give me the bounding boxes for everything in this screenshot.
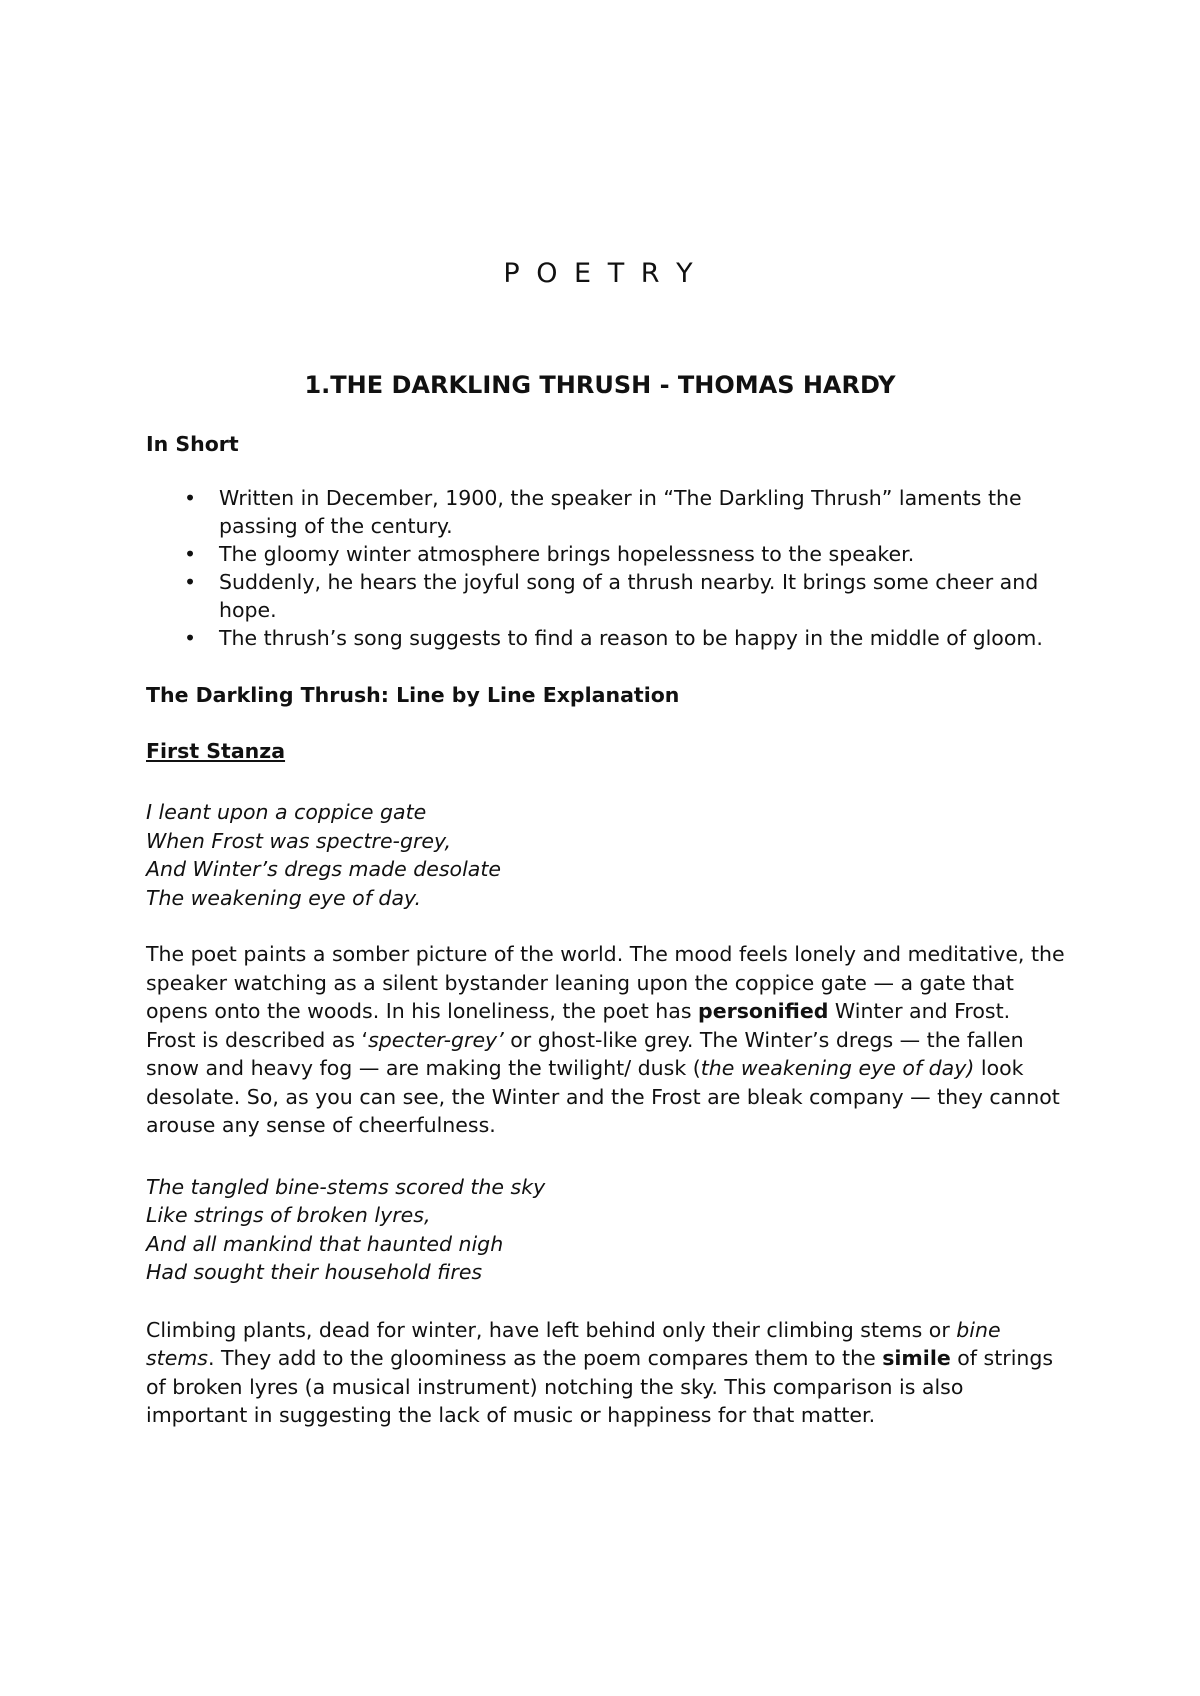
list-item	[146, 624, 1066, 652]
document-body	[146, 430, 1066, 1430]
bullet-icon: •	[184, 570, 197, 594]
paragraph-text: . They add to the gloominess as the poem compares them to the	[207, 1346, 883, 1370]
term-bine-stems: bine stems	[146, 1317, 1001, 1370]
explanation-paragraph-1	[146, 940, 1066, 1140]
verse-line: And all mankind that haunted nigh	[146, 1231, 504, 1256]
paragraph-text: Climbing plants, dead for winter, have left behind only their climbing stems or	[146, 1317, 957, 1342]
list-item-text: Written in December, 1900, the speaker in “The Darkling Thrush” laments the passing of the century.	[219, 486, 1022, 538]
list-item-text: Suddenly, he hears the joyful song of a thrush nearby. It brings some cheer and hope.	[219, 570, 1039, 622]
list-item	[146, 540, 1066, 568]
explanation-heading: The Darkling Thrush: Line by Line Explanation	[146, 683, 680, 707]
verse-line: Had sought their household fires	[146, 1260, 483, 1284]
list-item-text: The thrush’s song suggests to find a reason to be happy in the middle of gloom.	[219, 626, 1043, 650]
list-item-text: The gloomy winter atmosphere brings hopelessness to the speaker.	[219, 542, 915, 566]
bullet-icon: •	[184, 626, 197, 650]
summary-list	[146, 484, 1066, 652]
quote-weakening-eye: the weakening eye of day)	[700, 1056, 975, 1080]
verse-line: I leant upon a coppice gate	[146, 800, 427, 824]
verse-line: The weakening eye of day.	[146, 885, 422, 910]
verse-line: The tangled bine-stems scored the sky	[146, 1174, 546, 1199]
verse-line: And Winter’s dregs made desolate	[146, 857, 501, 881]
list-item	[146, 484, 1066, 540]
verse-line: Like strings of broken lyres,	[146, 1203, 431, 1227]
quote-specter-grey: specter-grey’	[368, 1027, 504, 1052]
paragraph-text: The poet paints a somber picture of the world. The mood feels lonely and meditative, the speaker watching as a silent bystander leaning upon the coppice gate — a gate that opens onto the woods. In his loneliness, the poet has	[146, 942, 1065, 1023]
verse-line: When Frost was spectre-grey,	[146, 828, 452, 853]
in-short-heading: In Short	[146, 432, 239, 456]
paragraph-text: look desolate. So, as you can see, the Winter and the Frost are bleak company — they cannot arouse any sense of cheerfulness.	[146, 1056, 1060, 1137]
term-simile: simile	[882, 1346, 951, 1370]
term-personified: personified	[698, 999, 829, 1023]
bullet-icon: •	[184, 542, 197, 566]
verse-block-1	[146, 798, 1066, 912]
page-title: P O E T R Y	[503, 258, 697, 289]
first-stanza-heading: First Stanza	[146, 739, 286, 763]
paragraph-text: Winter and Frost. Frost is described as ‘	[146, 999, 1011, 1052]
list-item	[146, 568, 1066, 624]
bullet-icon: •	[184, 486, 197, 510]
verse-block-2	[146, 1173, 1066, 1287]
paragraph-text: or ghost-like grey. The Winter’s dregs — the fallen snow and heavy fog — are making the twilight/ dusk (	[146, 1027, 1024, 1080]
poem-heading: 1.THE DARKLING THRUSH - THOMAS HARDY	[304, 371, 896, 399]
paragraph-text: of strings of broken lyres (a musical instrument) notching the sky. This comparison is also important in suggesting the lack of music or happiness for that matter.	[146, 1346, 1054, 1427]
explanation-paragraph-2	[146, 1316, 1066, 1430]
